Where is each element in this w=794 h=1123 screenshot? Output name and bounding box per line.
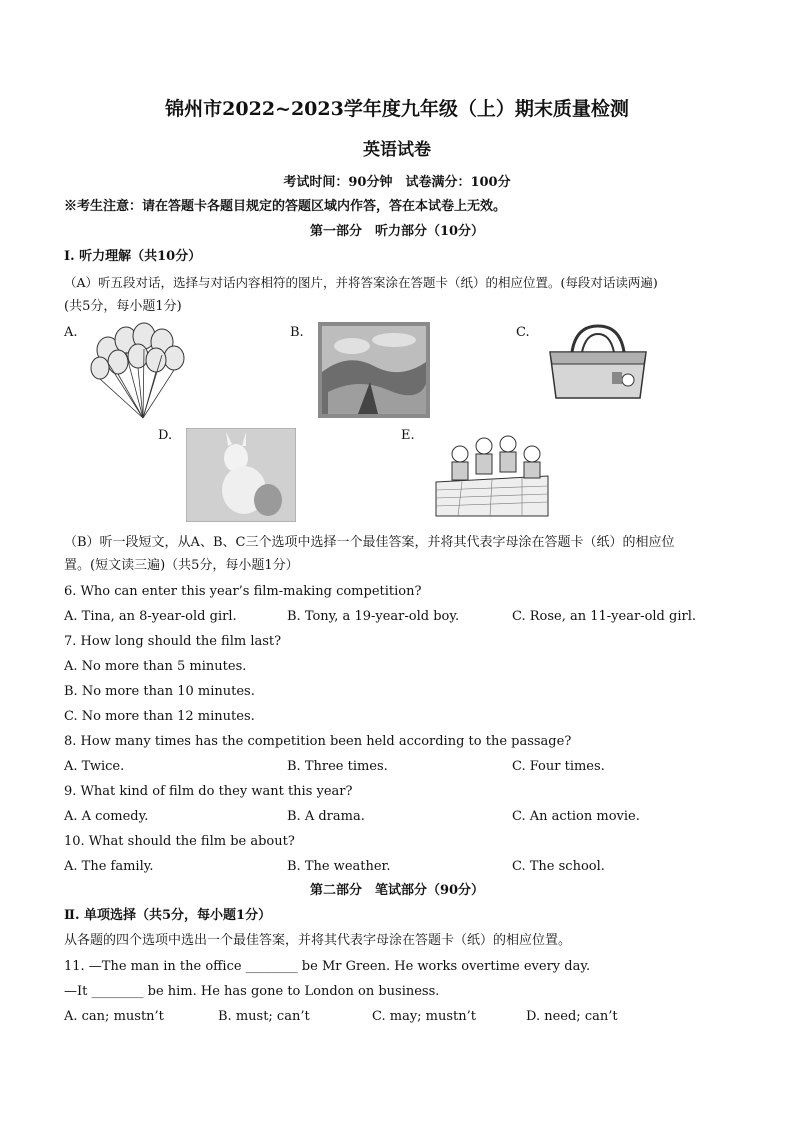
handbag-icon xyxy=(542,322,654,402)
question-9-option-b: B. A drama. xyxy=(287,809,365,824)
question-8-option-c: C. Four times. xyxy=(512,759,605,774)
exam-title: 锦州市2022~2023学年度九年级（上）期末质量检测 xyxy=(165,98,629,120)
picture-label-d: D. xyxy=(158,428,173,443)
exam-notice: ※考生注意：请在答题卡各题目规定的答题区域内作答，答在本试卷上无效。 xyxy=(64,199,507,214)
question-10-option-a: A. The family. xyxy=(64,859,154,874)
question-6-option-b: B. Tony, a 19-year-old boy. xyxy=(287,609,460,624)
question-11-line-1: 11. —The man in the office ________ be Mr Green. He works overtime every day. xyxy=(64,959,591,974)
question-9-option-c: C. An action movie. xyxy=(512,809,640,824)
question-10-option-c: C. The school. xyxy=(512,859,605,874)
question-11-option-d: D. need; can’t xyxy=(526,1009,618,1024)
question-7-option-c: C. No more than 12 minutes. xyxy=(64,709,255,724)
question-10-option-b: B. The weather. xyxy=(287,859,391,874)
landscape-icon xyxy=(318,322,430,418)
animal-photo-icon xyxy=(186,428,296,522)
exam-info: 考试时间：90分钟 试卷满分：100分 xyxy=(283,175,511,190)
section-A-instruction: （A）听五段对话，选择与对话内容相符的图片，并将答案涂在答题卡（纸）的相应位置。(每段对话读两遍) xyxy=(64,275,658,290)
question-11-option-b: B. must; can’t xyxy=(218,1009,310,1024)
picture-label-e: E. xyxy=(401,428,415,443)
section-I-heading: Ⅰ. 听力理解（共10分） xyxy=(64,249,202,264)
question-11-option-a: A. can; mustn’t xyxy=(64,1009,164,1024)
section-B-instruction: （B）听一段短文，从A、B、C三个选项中选择一个最佳答案，并将其代表字母涂在答题卡（纸）的相应位 xyxy=(64,535,675,550)
question-11-line-2: —It ________ be him. He has gone to London on business. xyxy=(64,984,440,999)
question-6: 6. Who can enter this year’s film-making competition? xyxy=(64,584,422,599)
section-A-instruction-2: (共5分，每小题1分) xyxy=(64,299,182,314)
picture-label-c: C. xyxy=(516,325,530,340)
question-8-option-b: B. Three times. xyxy=(287,759,388,774)
question-6-option-c: C. Rose, an 11-year-old girl. xyxy=(512,609,696,624)
section-II-heading: Ⅱ. 单项选择（共5分，每小题1分） xyxy=(64,908,272,923)
question-8-option-a: A. Twice. xyxy=(64,759,125,774)
question-8: 8. How many times has the competition been held according to the passage? xyxy=(64,734,572,749)
question-10: 10. What should the film be about? xyxy=(64,834,295,849)
picture-label-a: A. xyxy=(64,325,78,340)
question-7-option-a: A. No more than 5 minutes. xyxy=(64,659,247,674)
part2-heading: 第二部分 笔试部分（90分） xyxy=(309,883,485,898)
part1-heading: 第一部分 听力部分（10分） xyxy=(309,224,485,239)
question-7-option-b: B. No more than 10 minutes. xyxy=(64,684,255,699)
section-B-instruction-2: 置。(短文读三遍)（共5分，每小题1分） xyxy=(64,558,299,573)
picture-label-b: B. xyxy=(290,325,304,340)
question-9-option-a: A. A comedy. xyxy=(64,809,149,824)
balloons-icon xyxy=(88,322,188,422)
children-table-icon xyxy=(432,432,552,518)
section-II-instruction: 从各题的四个选项中选出一个最佳答案，并将其代表字母涂在答题卡（纸）的相应位置。 xyxy=(64,933,572,948)
question-6-option-a: A. Tina, an 8-year-old girl. xyxy=(64,609,237,624)
exam-subtitle: 英语试卷 xyxy=(363,140,431,160)
question-7: 7. How long should the film last? xyxy=(64,634,282,649)
question-11-option-c: C. may; mustn’t xyxy=(372,1009,477,1024)
question-9: 9. What kind of film do they want this year? xyxy=(64,784,353,799)
